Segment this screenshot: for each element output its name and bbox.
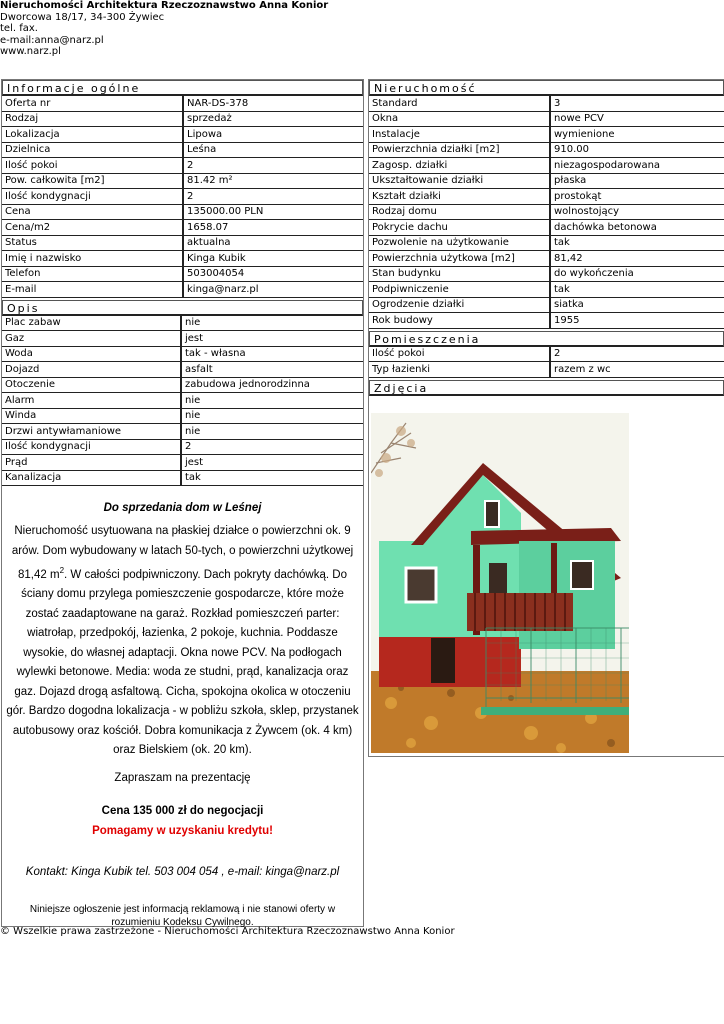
row-label: Powierzchnia działki [m2] — [369, 142, 550, 158]
row-label: Pokrycie dachu — [369, 220, 550, 236]
row-value: jest — [181, 331, 363, 347]
agency-name: Nieruchomości Architektura Rzeczoznawstwo Anna Konior — [0, 0, 329, 11]
table-row — [2, 282, 363, 298]
table-row — [369, 158, 724, 174]
table-row — [369, 96, 724, 111]
table-row — [2, 424, 363, 440]
row-label: Rok budowy — [369, 313, 550, 329]
table-row — [369, 266, 724, 282]
row-label: Telefon — [2, 266, 183, 282]
row-value: tak — [550, 235, 724, 251]
section-title-rooms: Pomieszczenia — [369, 331, 724, 347]
section-title-photos: Zdjęcia — [369, 380, 724, 396]
table-row — [369, 362, 724, 378]
agency-phone: tel. fax. — [0, 23, 38, 34]
row-value: nowe PCV — [550, 111, 724, 127]
row-label: Zagosp. działki — [369, 158, 550, 174]
price-text: Cena 135 000 zł do negocjacji — [101, 805, 264, 818]
description-text-2: . W całości podpiwniczony. Dach pokryty dachówką. Do ściany domu przylega pomieszczenie gospodarcze, które może zostać zaadaptowane na garaż. Rozkład pomieszczeń parter: wiatrołap, przedpokój, łazienka, 2 pokoje, kuchnia. Poddasze wysokie, do własnej adaptacji. Okna nowe PCV. Na podłogach wylewki betonowe. Media: woda ze studni, prąd, kanalizacja oraz gaz. Dojazd drogą asfaltową. Cicha, spokojna okolica w otoczeniu gór. Bardzo dogodna lokalizacja - w pobliżu szkoła, sklep, przystanek autobusowy oraz kościół. Dobra komunikacja z Żywcem (ok. 4 km) oraz Bielskiem (ok. 20 km). — [6, 568, 359, 757]
table-row — [369, 297, 724, 313]
agency-address: Dworcowa 18/17, 34-300 Żywiec — [0, 11, 165, 23]
row-value: Leśna — [183, 142, 363, 158]
row-label: Stan budynku — [369, 266, 550, 282]
table-row — [369, 220, 724, 236]
rooms-table — [369, 347, 724, 378]
table-row — [2, 377, 363, 393]
house-photo[interactable] — [371, 413, 629, 753]
table-row — [2, 173, 363, 189]
section-title-property: Nieruchomość — [369, 80, 724, 96]
row-value: 81,42 — [550, 251, 724, 267]
table-row — [2, 331, 363, 347]
table-row — [2, 251, 363, 267]
table-row — [369, 313, 724, 329]
left-panel — [1, 79, 364, 927]
row-value: 1658.07 — [183, 220, 363, 236]
row-label: Oferta nr — [2, 96, 183, 111]
row-label: Standard — [369, 96, 550, 111]
table-row — [2, 346, 363, 362]
row-value: tak - własna — [181, 346, 363, 362]
section-title-opis: Opis — [2, 300, 363, 316]
row-value: 135000.00 PLN — [183, 204, 363, 220]
row-label: Ilość pokoi — [369, 347, 550, 362]
table-row — [369, 282, 724, 298]
table-row — [2, 189, 363, 205]
description-text-1: Nieruchomość usytuowana na płaskiej działce o powierzchni ok. 9 arów. Dom wybudowany w latach 50-tych, o powierzchni użytkowej 81,42 m — [11, 525, 354, 581]
row-label: Instalacje — [369, 127, 550, 143]
row-label: Kanalizacja — [2, 470, 181, 486]
description-superscript: 2 — [59, 566, 65, 575]
row-label: Typ łazienki — [369, 362, 550, 378]
row-label: Drzwi antywłamaniowe — [2, 424, 181, 440]
row-label: Ilość kondygnacji — [2, 189, 183, 205]
row-value: siatka — [550, 297, 724, 313]
copyright-footer: © Wszelkie prawa zastrzeżone - Nieruchomości Architektura Rzeczoznawstwo Anna Konior — [0, 926, 455, 937]
table-row — [2, 127, 363, 143]
row-value: niezagospodarowana — [550, 158, 724, 174]
table-row — [2, 393, 363, 409]
table-row — [369, 127, 724, 143]
house-illustration — [371, 413, 629, 753]
row-value: sprzedaż — [183, 111, 363, 127]
table-row — [2, 408, 363, 424]
row-value: tak — [550, 282, 724, 298]
table-row — [2, 266, 363, 282]
contact-text: Kontakt: Kinga Kubik tel. 503 004 054 , e-mail: kinga@narz.pl — [25, 866, 340, 879]
credit-text: Pomagamy w uzyskaniu kredytu! — [92, 824, 273, 837]
general-info-table — [2, 96, 363, 298]
row-label: Dzielnica — [2, 142, 183, 158]
row-value: nie — [181, 393, 363, 409]
row-label: Rodzaj — [2, 111, 183, 127]
table-row — [369, 235, 724, 251]
row-value: nie — [181, 408, 363, 424]
table-row — [369, 204, 724, 220]
invite-text: Zapraszam na prezentację — [114, 771, 251, 784]
row-value: kinga@narz.pl — [183, 282, 363, 298]
row-value: 503004054 — [183, 266, 363, 282]
row-label: Cena/m2 — [2, 220, 183, 236]
row-label: Rodzaj domu — [369, 204, 550, 220]
row-label: Winda — [2, 408, 181, 424]
row-value: 2 — [183, 189, 363, 205]
table-row — [2, 439, 363, 455]
agency-email: e-mail:anna@narz.pl — [0, 34, 104, 46]
agency-website: www.narz.pl — [0, 46, 61, 57]
table-row — [2, 362, 363, 378]
row-label: Imię i nazwisko — [2, 251, 183, 267]
row-label: Alarm — [2, 393, 181, 409]
section-title-general: Informacje ogólne — [2, 80, 363, 96]
row-value: 1955 — [550, 313, 724, 329]
row-value: Kinga Kubik — [183, 251, 363, 267]
table-row — [369, 142, 724, 158]
row-label: Dojazd — [2, 362, 181, 378]
table-row — [369, 189, 724, 205]
row-value: 2 — [183, 158, 363, 174]
table-row — [2, 96, 363, 111]
row-value: 2 — [550, 347, 724, 362]
row-label: Powierzchnia użytkowa [m2] — [369, 251, 550, 267]
agency-header — [0, 0, 328, 58]
row-value: aktualna — [183, 235, 363, 251]
row-value: wymienione — [550, 127, 724, 143]
row-label: Kształt działki — [369, 189, 550, 205]
row-label: Cena — [2, 204, 183, 220]
row-label: Otoczenie — [2, 377, 181, 393]
row-value: zabudowa jednorodzinna — [181, 377, 363, 393]
table-row — [369, 347, 724, 362]
row-label: Woda — [2, 346, 181, 362]
table-row — [2, 142, 363, 158]
table-row — [2, 316, 363, 331]
description-heading: Do sprzedania dom w Leśnej — [103, 502, 262, 514]
description-block — [2, 502, 363, 929]
row-value: płaska — [550, 173, 724, 189]
table-row — [2, 235, 363, 251]
table-row — [2, 158, 363, 174]
row-label: Ilość pokoi — [2, 158, 183, 174]
table-row — [369, 111, 724, 127]
row-value: nie — [181, 424, 363, 440]
row-value: do wykończenia — [550, 266, 724, 282]
table-row — [2, 220, 363, 236]
row-value: 81.42 m² — [183, 173, 363, 189]
row-value: razem z wc — [550, 362, 724, 378]
row-label: Podpiwniczenie — [369, 282, 550, 298]
table-row — [2, 470, 363, 486]
table-row — [2, 455, 363, 471]
disclaimer-text: Niniejsze ogłoszenie jest informacją reklamową i nie stanowi oferty w rozumieniu Kodeksu Cywilnego. — [29, 903, 336, 928]
row-label: Ukształtowanie działki — [369, 173, 550, 189]
table-row — [369, 173, 724, 189]
description-body — [2, 522, 363, 761]
row-value: wolnostojący — [550, 204, 724, 220]
table-row — [369, 251, 724, 267]
row-label: E-mail — [2, 282, 183, 298]
table-row — [2, 111, 363, 127]
row-value: 910.00 — [550, 142, 724, 158]
features-table — [2, 316, 363, 487]
row-label: Ilość kondygnacji — [2, 439, 181, 455]
row-label: Okna — [369, 111, 550, 127]
row-value: tak — [181, 470, 363, 486]
row-value: jest — [181, 455, 363, 471]
row-value: Lipowa — [183, 127, 363, 143]
row-label: Pozwolenie na użytkowanie — [369, 235, 550, 251]
row-value: prostokąt — [550, 189, 724, 205]
table-row — [2, 204, 363, 220]
row-label: Lokalizacja — [2, 127, 183, 143]
row-value: asfalt — [181, 362, 363, 378]
row-label: Plac zabaw — [2, 316, 181, 331]
row-value: dachówka betonowa — [550, 220, 724, 236]
row-value: 2 — [181, 439, 363, 455]
row-label: Ogrodzenie działki — [369, 297, 550, 313]
row-label: Prąd — [2, 455, 181, 471]
row-value: nie — [181, 316, 363, 331]
row-label: Pow. całkowita [m2] — [2, 173, 183, 189]
row-value: NAR-DS-378 — [183, 96, 363, 111]
row-value: 3 — [550, 96, 724, 111]
row-label: Gaz — [2, 331, 181, 347]
property-table — [369, 96, 724, 329]
row-label: Status — [2, 235, 183, 251]
